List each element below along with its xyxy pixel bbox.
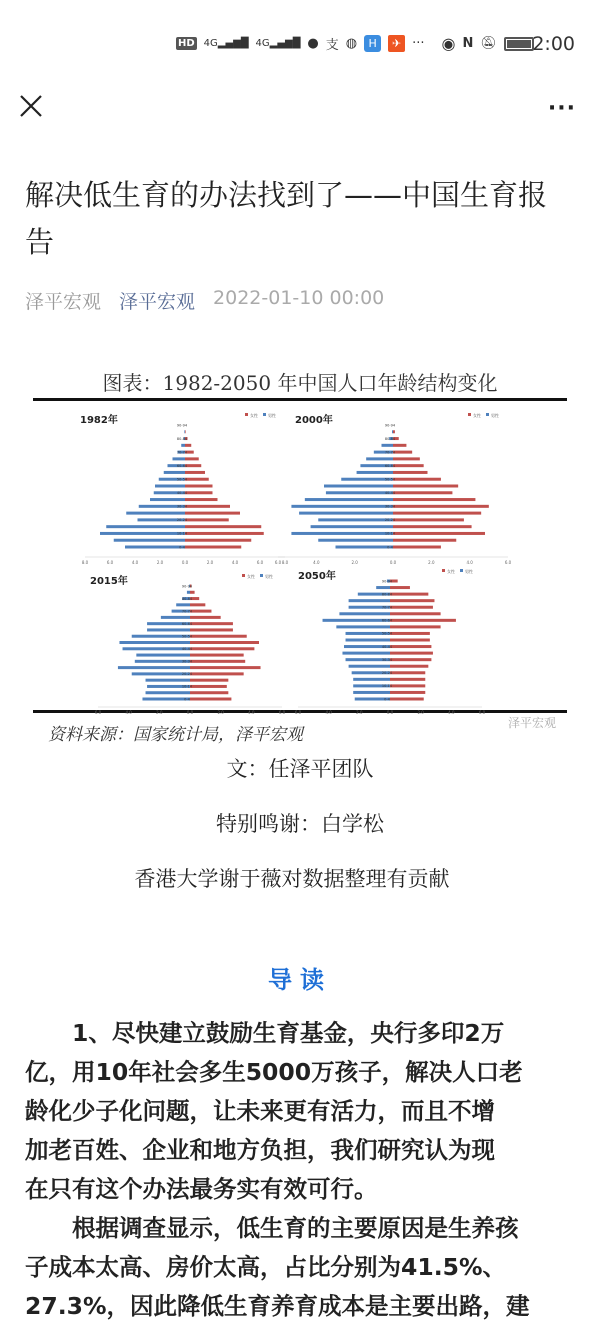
age-label: 20-24	[381, 671, 393, 676]
age-label: 20-24	[176, 518, 188, 523]
bar-female	[390, 678, 425, 681]
legend-male: 男性	[465, 569, 473, 574]
bar-female	[393, 532, 485, 535]
age-label: 30-34	[176, 504, 188, 509]
tick-label: 2.0	[156, 710, 163, 715]
legend-male-swatch	[460, 569, 463, 572]
bar-male	[147, 628, 190, 631]
bar-female	[393, 430, 395, 433]
bar-male	[155, 485, 185, 488]
bar-female	[190, 691, 228, 694]
bar-female	[185, 525, 261, 528]
bar-female	[393, 485, 458, 488]
age-label: 60-64	[384, 463, 396, 468]
bar-female	[390, 691, 425, 694]
bar-male	[366, 457, 393, 460]
more-options-button[interactable]: ···	[547, 96, 576, 121]
tick-label: 2.0	[356, 710, 363, 715]
bar-male	[291, 532, 393, 535]
bar-female	[185, 518, 229, 521]
bar-male	[324, 485, 393, 488]
text-line: 27.3%，因此降低生育养育成本是主要出路，建	[25, 1292, 530, 1320]
tick-label: 4.0	[466, 560, 473, 565]
bar-male	[114, 539, 185, 542]
tick-label: 0.0	[386, 710, 394, 715]
status-bar	[0, 0, 600, 85]
bar-female	[185, 505, 230, 508]
bar-female	[185, 546, 241, 549]
bar-male	[339, 612, 390, 615]
panel-year: 2050年	[298, 571, 336, 582]
bar-female	[185, 457, 199, 460]
bar-female	[393, 471, 428, 474]
more-icon: ···	[412, 36, 425, 51]
age-label: 70-74	[176, 450, 188, 455]
bar-female	[393, 498, 475, 501]
age-label: 70-74	[181, 609, 193, 614]
tick-label: 4.0	[231, 560, 239, 565]
bar-male	[119, 641, 190, 644]
age-label: 60-64	[176, 463, 188, 468]
legend-female-swatch	[442, 569, 445, 572]
article-title: 解决低生育的办法找到了——中国生育报告	[25, 178, 548, 259]
bar-male	[142, 698, 190, 701]
bar-male	[123, 647, 190, 650]
tick-label: 4.0	[248, 710, 255, 715]
wechat-icon: ●	[307, 36, 319, 51]
panel-year: 1982年	[80, 415, 118, 426]
bar-male	[187, 591, 190, 594]
bar-female	[185, 430, 186, 433]
bar-female	[390, 658, 431, 661]
tick-label: 4.0	[325, 710, 332, 715]
watermark: 泽平宏观	[508, 716, 557, 730]
bar-male	[146, 691, 190, 694]
bar-female	[190, 603, 205, 606]
text-line: 根据调查显示，低生育的主要原因是生养孩	[25, 1214, 519, 1242]
bar-female	[390, 606, 433, 609]
bar-male	[164, 471, 185, 474]
bar-female	[185, 471, 205, 474]
age-label: 80-84	[381, 592, 393, 597]
bar-male	[161, 616, 190, 619]
age-label: 0-4	[184, 697, 190, 702]
age-label: 70-74	[381, 605, 393, 610]
legend-female: 女性	[247, 574, 255, 579]
figure-source: 资料来源：国家统计局，泽平宏观	[48, 725, 303, 745]
tick-label: 6.0	[256, 560, 264, 565]
bar-male	[336, 546, 394, 549]
app-icon: H	[364, 35, 381, 52]
alipay-icon: 支	[325, 38, 339, 53]
age-label: 30-34	[381, 657, 393, 662]
tick-label: 2.0	[428, 560, 435, 565]
bar-male	[146, 679, 190, 682]
bar-female	[185, 491, 213, 494]
bar-male	[357, 471, 393, 474]
bar-female	[190, 647, 254, 650]
tick-label: 6.0	[294, 710, 302, 715]
hd-icon: HD	[178, 38, 195, 49]
bar-female	[185, 512, 240, 515]
bar-male	[305, 498, 393, 501]
legend-male-swatch	[260, 574, 263, 577]
figure-heading: 图表：1982-2050 年中国人口年龄结构变化	[102, 371, 498, 395]
bar-female	[190, 622, 233, 625]
legend-female-swatch	[245, 413, 248, 416]
tick-label: 6.0	[278, 710, 286, 715]
bar-male	[342, 652, 390, 655]
author: 泽平宏观	[25, 291, 102, 313]
age-label: 40-44	[176, 491, 188, 496]
bar-female	[190, 628, 233, 631]
bar-female	[393, 512, 481, 515]
tick-label: 6.0	[106, 560, 114, 565]
bar-female	[393, 457, 420, 460]
section-title: 导读	[268, 966, 332, 994]
bar-female	[393, 464, 424, 467]
bar-female	[390, 698, 424, 701]
age-label: 60-64	[381, 618, 393, 623]
age-label: 90-94	[381, 579, 393, 584]
bar-female	[393, 505, 489, 508]
age-label: 50-54	[384, 477, 396, 482]
age-label: 0-4	[387, 545, 393, 550]
bar-male	[299, 512, 393, 515]
bar-male	[353, 691, 390, 694]
bar-female	[185, 464, 201, 467]
tick-label: 6.0	[274, 560, 282, 565]
credit-author: 文：任泽平团队	[226, 757, 374, 781]
tick-label: 2.0	[417, 710, 424, 715]
bar-female	[190, 616, 221, 619]
eye-icon: ◉	[441, 34, 456, 53]
bar-male	[336, 625, 390, 628]
paragraph-1	[25, 1014, 585, 1209]
bar-female	[190, 685, 227, 688]
text-line: 1、尽快建立鼓励生育基金，央行多印2万	[25, 1019, 505, 1047]
bar-female	[393, 491, 452, 494]
tick-label: 2.0	[156, 560, 164, 565]
tick-label: 0.0	[181, 560, 189, 565]
tick-label: 4.0	[448, 710, 455, 715]
bar-male	[173, 457, 186, 460]
age-label: 30-34	[384, 504, 396, 509]
text-line: 亿，用10年社会多生5000万孩子，解决人口老	[25, 1058, 523, 1086]
age-label: 10-14	[384, 531, 396, 536]
bar-male	[346, 639, 390, 642]
clock: 2:00	[532, 33, 575, 55]
age-label: 60-64	[181, 621, 193, 626]
bar-male	[125, 546, 185, 549]
bar-male	[353, 678, 390, 681]
bar-male	[176, 603, 190, 606]
age-label: 80-84	[176, 436, 188, 441]
app-icon: ✈	[388, 35, 405, 52]
legend-female: 女性	[473, 413, 481, 418]
tick-label: 4.0	[131, 560, 139, 565]
bar-female	[190, 698, 231, 701]
bar-female	[185, 485, 213, 488]
age-label: 40-44	[181, 647, 193, 652]
bar-female	[393, 451, 412, 454]
age-label: 10-14	[381, 684, 393, 689]
bar-female	[190, 672, 244, 675]
bar-male	[382, 444, 394, 447]
text-line: 加老百姓、企业和地方负担，我们研究认为现	[25, 1136, 495, 1164]
article-meta	[25, 287, 384, 314]
bar-male	[376, 586, 390, 589]
bar-female	[393, 525, 472, 528]
nfc-icon: N	[462, 36, 474, 51]
bar-female	[190, 654, 244, 657]
bar-male	[318, 539, 393, 542]
4g-signal-icon: 4G▂▄▆█	[255, 38, 301, 49]
legend-male-swatch	[486, 413, 489, 416]
bar-female	[390, 671, 425, 674]
text-line: 在只有这个办法最务实有效可行。	[25, 1175, 378, 1203]
tick-label: 2.0	[206, 560, 214, 565]
age-label: 90-94	[176, 423, 188, 428]
bar-male	[318, 518, 393, 521]
bar-male	[349, 665, 390, 668]
legend-female-swatch	[242, 574, 245, 577]
close-icon[interactable]	[18, 93, 44, 119]
bar-female	[190, 635, 247, 638]
age-label: 80-84	[181, 596, 193, 601]
bar-female	[390, 625, 441, 628]
bar-male	[326, 491, 393, 494]
bar-male	[323, 619, 390, 622]
legend-male: 男性	[491, 413, 499, 418]
bar-male	[181, 444, 185, 447]
panel-year: 2000年	[295, 415, 333, 426]
tick-label: 8.0	[81, 560, 89, 565]
age-label: 50-54	[176, 477, 188, 482]
bar-male	[291, 505, 393, 508]
age-label: 40-44	[384, 491, 396, 496]
bar-male	[136, 654, 190, 657]
text-line: 龄化少子化问题，让未来更有活力，而且不增	[25, 1097, 495, 1125]
tick-label: 2.0	[351, 560, 358, 565]
bar-female	[393, 539, 456, 542]
tick-label: 8.0	[281, 560, 289, 565]
bar-female	[190, 610, 211, 613]
bar-male	[100, 532, 185, 535]
battery-icon	[504, 37, 534, 51]
age-label: 10-14	[176, 531, 188, 536]
age-label: 70-74	[384, 450, 396, 455]
tick-label: 4.0	[313, 560, 320, 565]
age-label: 40-44	[381, 644, 393, 649]
age-label: 0-4	[179, 545, 185, 550]
age-label: 90-94	[384, 423, 396, 428]
bar-female	[190, 679, 228, 682]
panel-year: 2015年	[90, 576, 128, 587]
bar-female	[390, 612, 441, 615]
tick-label: 0.0	[186, 710, 194, 715]
age-label: 50-54	[381, 631, 393, 636]
bar-female	[190, 666, 261, 669]
bar-female	[390, 586, 410, 589]
mute-icon: 🔕︎	[480, 36, 497, 51]
bar-male	[106, 525, 185, 528]
bar-male	[311, 525, 393, 528]
bar-female	[190, 660, 245, 663]
bar-female	[393, 518, 464, 521]
bar-female	[185, 478, 209, 481]
age-label: 10-14	[181, 684, 193, 689]
bar-female	[185, 539, 251, 542]
tick-label: 4.0	[125, 710, 132, 715]
bar-female	[390, 645, 431, 648]
bar-female	[185, 444, 191, 447]
legend-male: 男性	[268, 413, 276, 418]
legend-male-swatch	[263, 413, 266, 416]
age-label: 0-4	[384, 697, 390, 702]
age-label: 20-24	[384, 518, 396, 523]
bar-female	[393, 546, 441, 549]
tick-label: 2.0	[217, 710, 224, 715]
bar-male	[392, 430, 393, 433]
bar-female	[390, 639, 430, 642]
bar-female	[390, 593, 428, 596]
bar-female	[393, 478, 441, 481]
age-label: 50-54	[181, 634, 193, 639]
4g-signal-icon: 4G▂▄▆█	[203, 38, 249, 49]
bar-female	[190, 641, 259, 644]
paragraph-2	[25, 1209, 585, 1326]
credit-thanks: 特别鸣谢：白学松	[216, 812, 384, 836]
tick-label: 0.0	[389, 560, 397, 565]
age-label: 20-24	[181, 672, 193, 677]
publish-date: 2022-01-10 00:00	[213, 287, 385, 309]
legend-male: 男性	[265, 574, 273, 579]
legend-female-swatch	[468, 413, 471, 416]
legend-female: 女性	[447, 569, 455, 574]
tick-label: 6.0	[504, 560, 512, 565]
bar-male	[349, 599, 390, 602]
bar-female	[390, 652, 433, 655]
tick-label: 6.0	[94, 710, 102, 715]
bar-female	[390, 619, 456, 622]
status-icons	[176, 34, 534, 53]
bar-female	[390, 684, 425, 687]
bar-female	[390, 632, 430, 635]
browser-icon: ◍	[345, 36, 358, 51]
tick-label: 6.0	[478, 710, 486, 715]
bar-female	[390, 599, 434, 602]
bar-female	[185, 498, 218, 501]
bar-male	[150, 498, 185, 501]
age-label: 90-94	[181, 584, 193, 589]
bar-female	[393, 444, 406, 447]
bar-male	[184, 430, 185, 433]
bar-female	[390, 665, 428, 668]
bar-male	[118, 666, 190, 669]
bar-male	[126, 512, 185, 515]
text-line: 子成本太高、房价太高，占比分别为41.5%、	[25, 1253, 507, 1281]
divider	[33, 398, 567, 401]
credit-contributor: 香港大学谢于薇对数据整理有贡献	[134, 867, 450, 891]
age-label: 80-84	[384, 436, 396, 441]
bar-female	[190, 591, 195, 594]
bar-female	[185, 532, 264, 535]
age-label: 30-34	[181, 659, 193, 664]
population-pyramid-figure	[30, 365, 570, 755]
legend-female: 女性	[250, 413, 258, 418]
account-link[interactable]: 泽平宏观	[119, 291, 196, 313]
